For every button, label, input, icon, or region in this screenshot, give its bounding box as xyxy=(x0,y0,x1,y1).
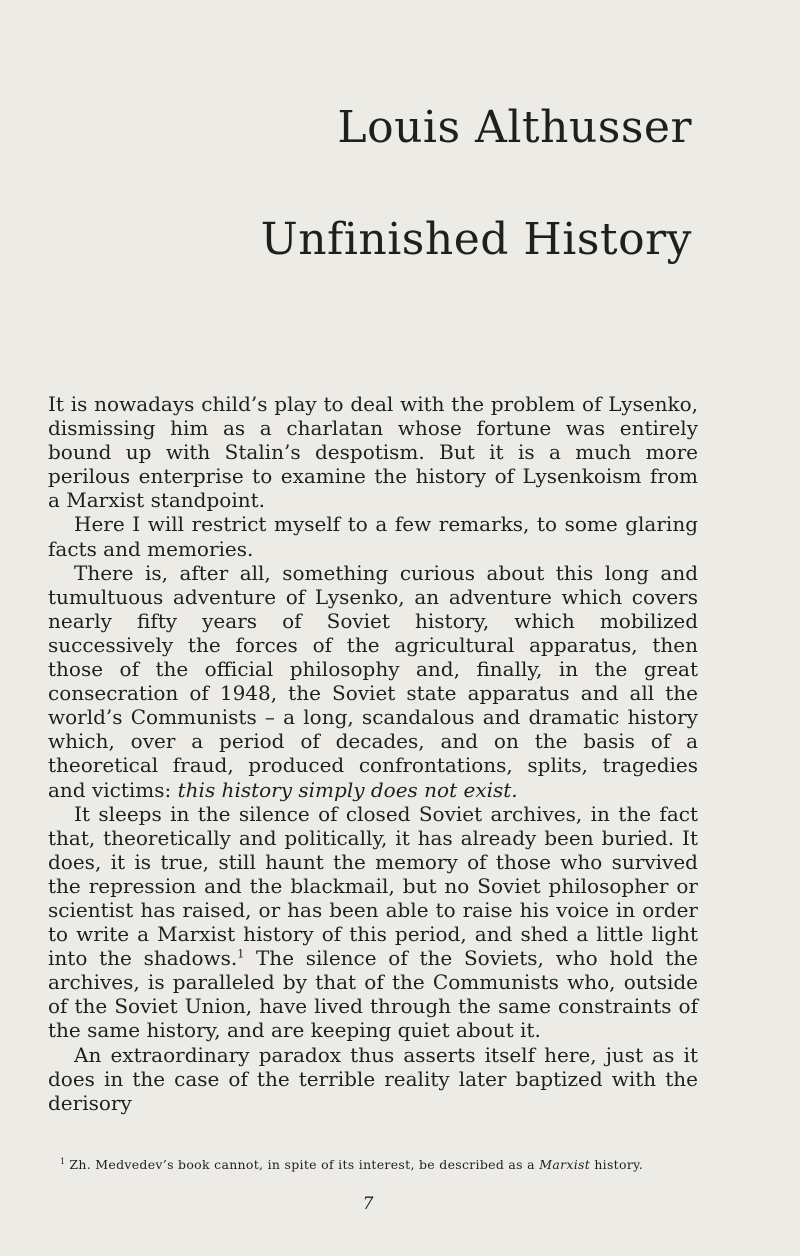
page-number: 7 xyxy=(362,1194,374,1214)
footnote-emphasis: Marxist xyxy=(539,1157,591,1172)
footnote xyxy=(60,1157,700,1172)
author-name: Louis Althusser xyxy=(337,102,692,153)
footnote-text-after: history. xyxy=(594,1157,644,1172)
body-text xyxy=(48,392,698,1115)
paragraph-5: An extraordinary paradox thus asserts itself here, just as it does in the case of the terrible reality later baptized with the derisory xyxy=(48,1042,698,1115)
footnote-reference[interactable]: 1 xyxy=(237,947,245,961)
footnote-text-before: Zh. Medvedev’s book cannot, in spite of its interest, be described as a xyxy=(69,1157,535,1172)
paragraph-3-emphasis: this history simply does not exist. xyxy=(177,777,518,802)
paragraph-4-text-after-note: The silence of the Soviets, who hold the archives, is paralleled by that of the Communists who, outside of the Soviet Union, have lived through the same constraints of the same history, and are keeping quiet about it. xyxy=(48,946,698,1043)
footnote-marker: 1 xyxy=(60,1156,66,1166)
paragraph-4 xyxy=(48,802,698,1043)
paragraph-3-text: There is, after all, something curious about this long and tumultuous adventure of Lysenko, an adventure which covers nearly fifty years of Soviet history, which mobilized successively the forces of the agricultural apparatus, then those of the official philosophy and, finally, in the great consecration of 1948, the Soviet state apparatus and all the world’s Communists – a long, scandalous and dramatic history which, over a period of decades, and on the basis of a theoretical fraud, produced confrontations, splits, tragedies and victims: xyxy=(48,560,698,802)
chapter-title: Unfinished History xyxy=(260,214,692,265)
paragraph-1: It is nowadays child’s play to deal with the problem of Lysenko, dismissing him as a charlatan whose fortune was entirely bound up with Stalin’s despotism. But it is a much more perilous enterprise to examine the history of Lysenkoism from a Marxist standpoint. xyxy=(48,392,698,513)
paragraph-3 xyxy=(48,561,698,802)
paragraph-2: Here I will restrict myself to a few remarks, to some glaring facts and memories. xyxy=(48,512,698,561)
paragraph-4-text-before-note: It sleeps in the silence of closed Soviet archives, in the fact that, theoretically and politically, it has already been buried. It does, it is true, still haunt the memory of those who survived the repression and the blackmail, but no Soviet philosopher or scientist has raised, or has been able to raise his voice in order to write a Marxist history of this period, and shed a little light into the shadows. xyxy=(48,801,698,971)
